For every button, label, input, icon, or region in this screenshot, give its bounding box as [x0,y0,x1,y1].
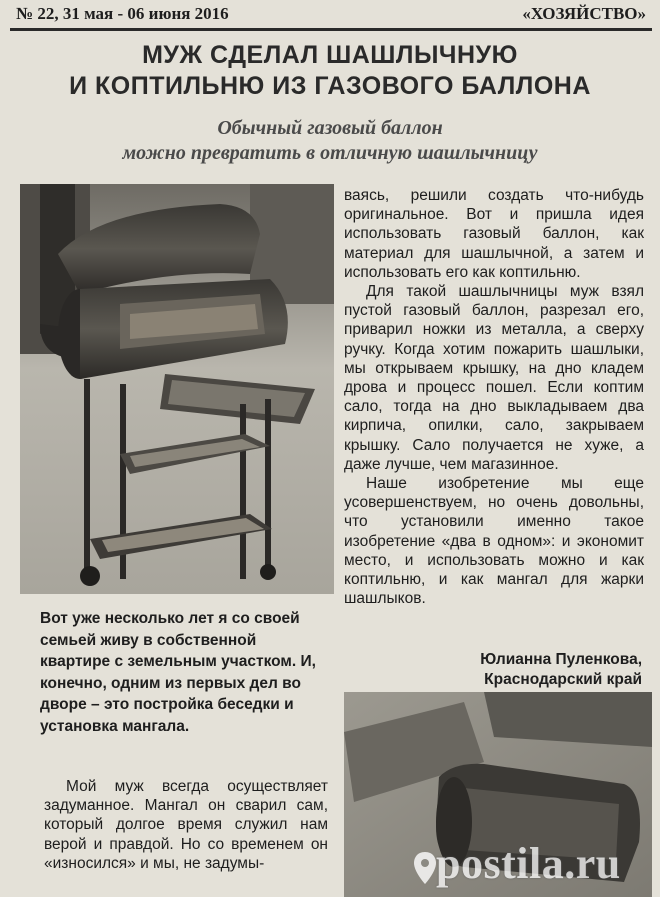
paragraph-1-continued: ваясь, решили создать что-нибудь оригинальное. Вот и пришла идея использовать газовый баллон, как материал для шашлычной, а затем и использовать его как коптильню. [344,187,644,281]
article-subtitle [0,116,660,166]
paragraph-3: Наше изобретение мы еще усовершенствуем, но очень довольны, что установили именно такое изобретение «два в одном»: и экономит место, и использовать можно и как коптильню, и как мангал для жарки шашлыков. [344,475,644,608]
article-title [0,40,660,102]
issue-info: № 22, 31 мая - 06 июня 2016 [16,4,229,23]
newspaper-header [0,0,660,30]
grill-illustration [20,184,334,594]
watermark-pin-icon [412,850,438,886]
paragraph-2: Для такой шашлычницы муж взял пустой газовый баллон, разрезал его, приварил ножки из металла, а сверху ручку. Когда хотим пожарить шашлыки, мы открываем крышку, на дно кладем дрова и процесс пошел. Если коптим сало, тогда на дно выкладываем два кирпича, опилки, сало, закрываем крышку. Сало получается не хуже, а даже лучше, чем магазинное. [344,283,644,473]
article-intro: Вот уже несколько лет я со своей семьей живу в собственной квартире с земельным участком. И, конечно, одним из первых дел во дворе – это постройка беседки и установка мангала. [40,610,316,735]
article-column-right [344,186,644,608]
author-region: Краснодарский край [484,671,642,688]
title-line-1: МУЖ СДЕЛАЛ ШАШЛЫЧНУЮ [142,41,518,69]
author-name: Юлианна Пуленкова, [480,651,642,668]
article-column-left [44,777,328,873]
subtitle-line-2: можно превратить в отличную шашлычницу [122,142,538,164]
header-rule [10,28,652,31]
title-line-2: И КОПТИЛЬНЮ ИЗ ГАЗОВОГО БАЛЛОНА [69,72,591,100]
author-signature [420,650,642,690]
grill-photo [20,184,334,594]
paragraph-1: Мой муж всегда осуществляет задуманное. Мангал он сварил сам, который долгое время служил нам верой и правдой. Но со временем он «износился» и мы, не задумы- [44,778,328,872]
section-name: «ХОЗЯЙСТВО» [522,4,646,23]
subtitle-line-1: Обычный газовый баллон [217,117,443,139]
watermark-text: postila.ru [436,839,621,888]
